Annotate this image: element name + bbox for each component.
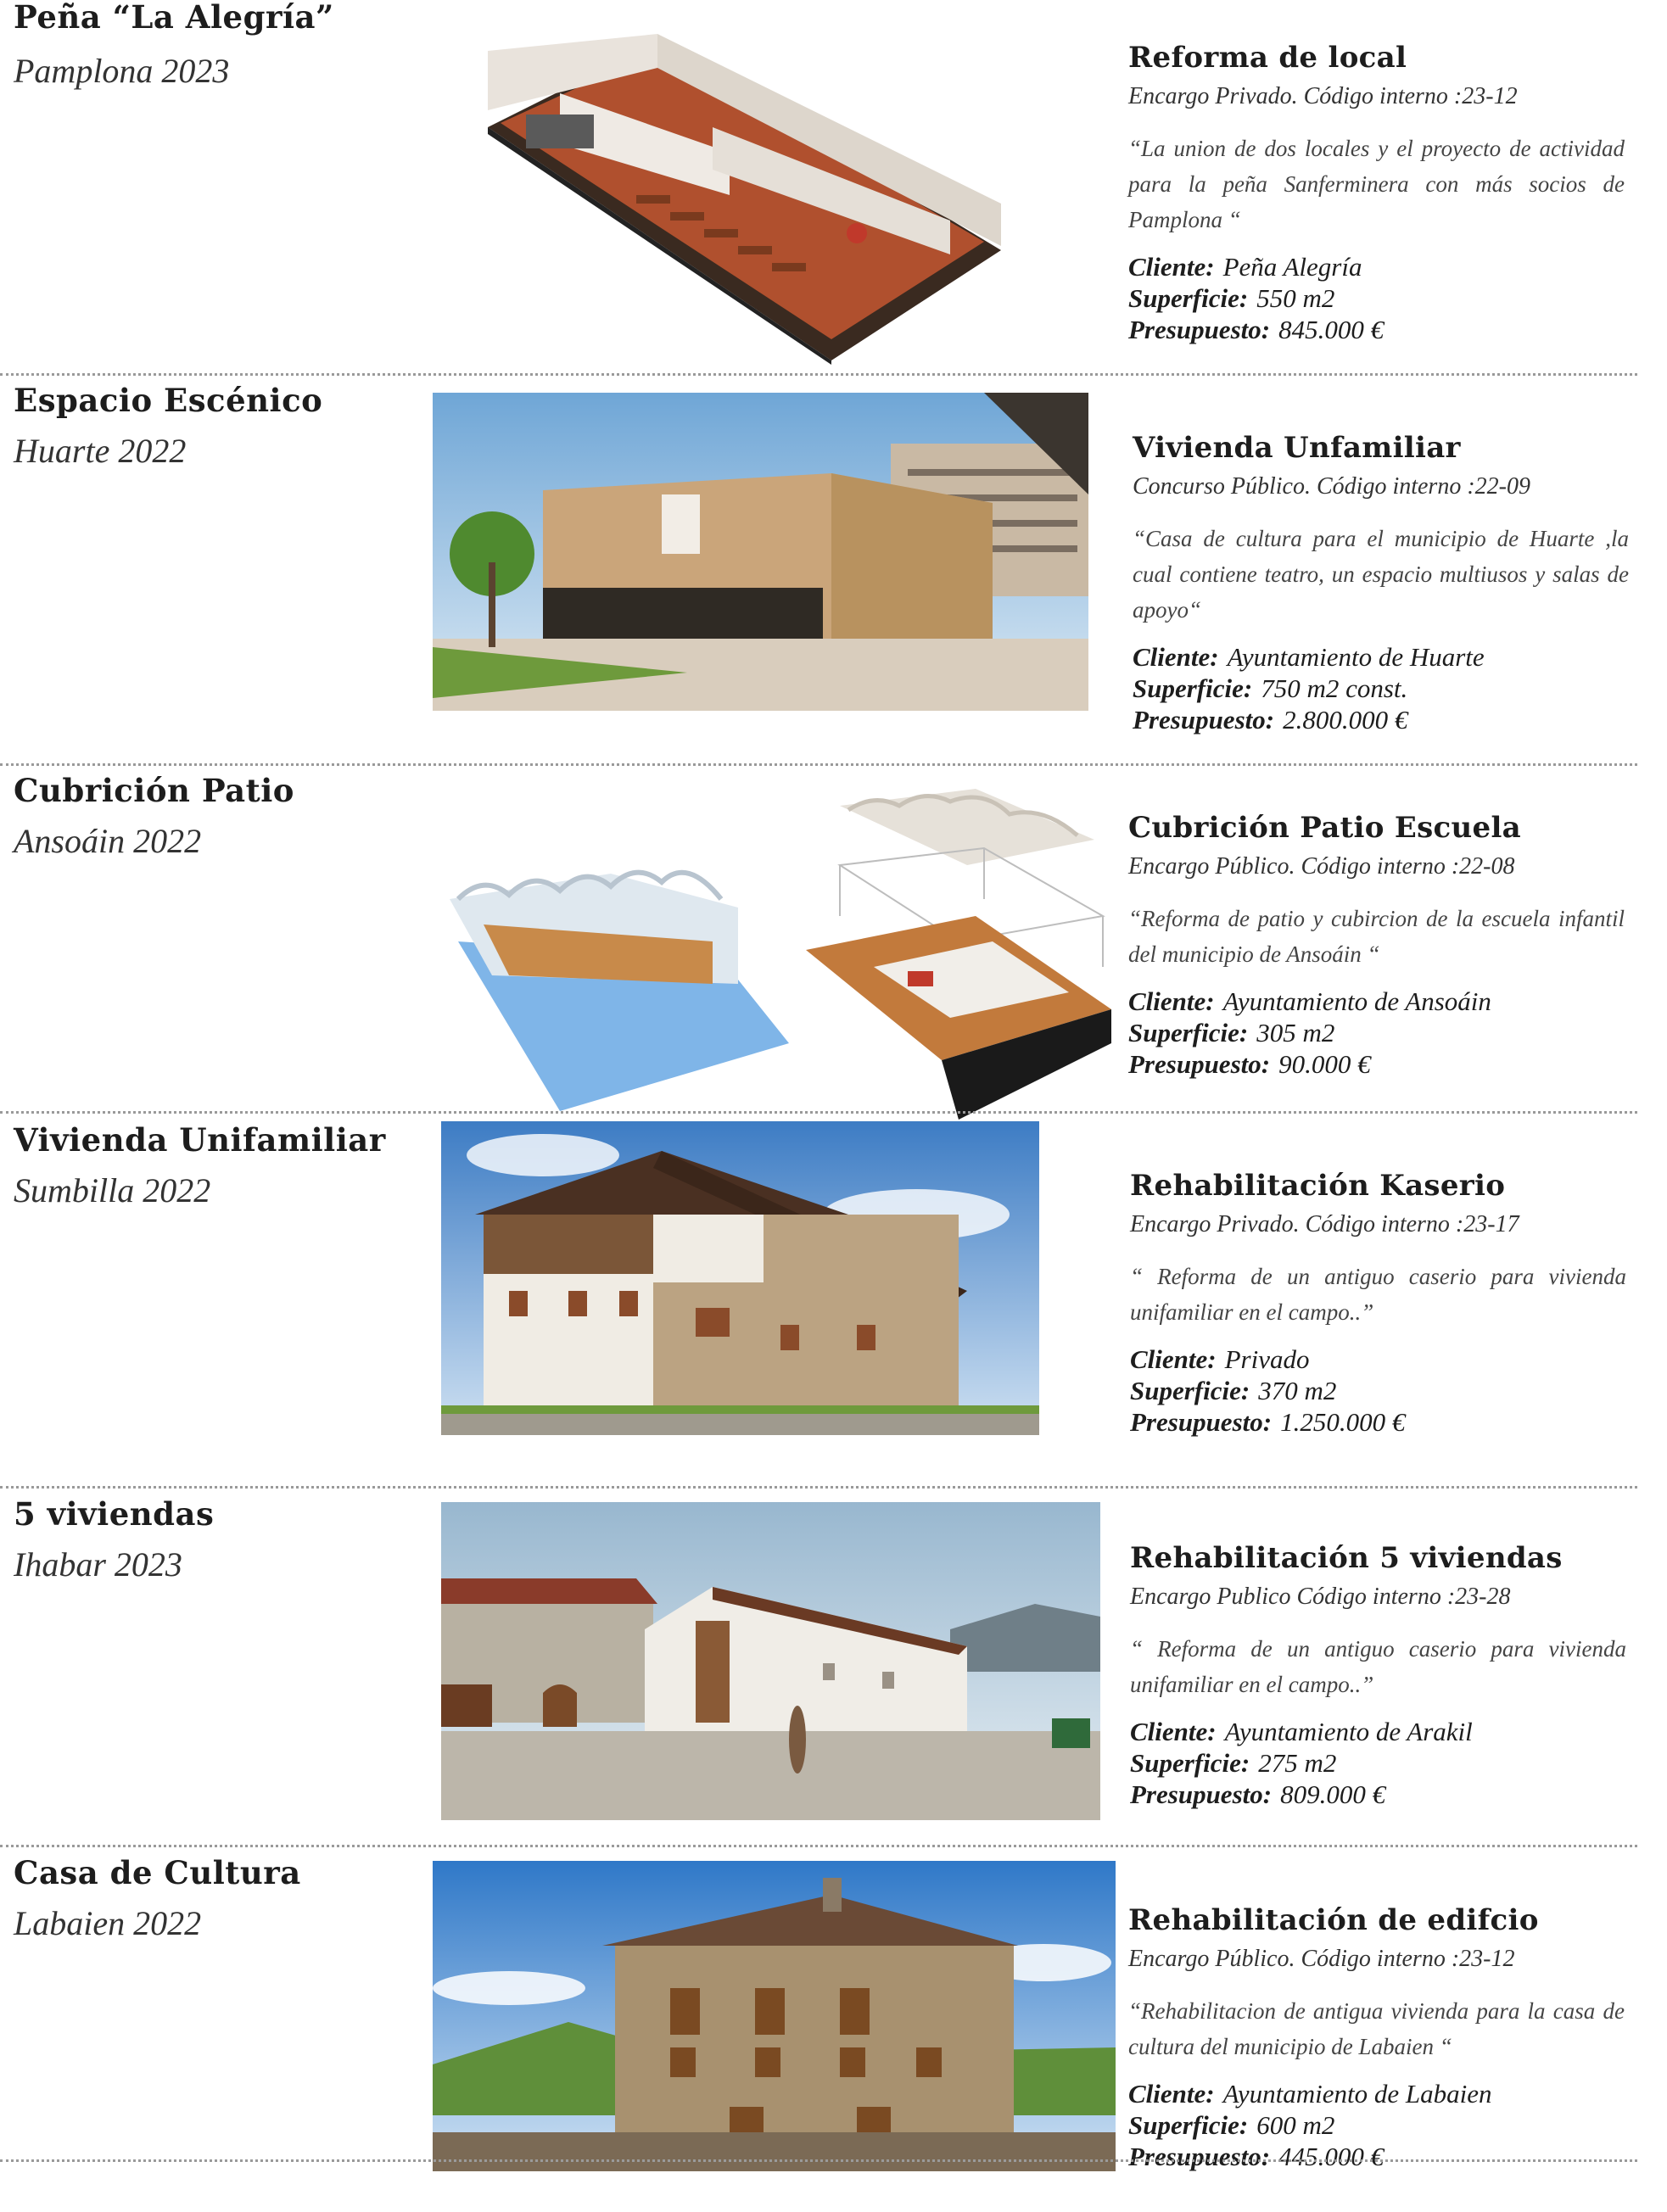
area-label: Superficie: [1128,1018,1249,1047]
area-row [1130,1375,1639,1406]
area-label: Superficie: [1128,283,1249,313]
budget-value: 445.000 € [1278,2142,1385,2171]
budget-label: Presupuesto: [1130,1407,1273,1437]
project-section [0,772,1667,1130]
project-location: Pamplona 2023 [14,52,230,90]
project-image [441,1121,1039,1435]
section-divider [0,2159,1637,2162]
area-row [1133,673,1642,704]
budget-label: Presupuesto: [1133,705,1275,735]
project-section [0,1495,1667,1853]
project-facts [1130,1343,1639,1438]
project-info [1130,1541,1639,1810]
section-divider [0,1111,1637,1114]
client-row [1130,1343,1639,1375]
project-section [0,382,1667,740]
budget-label: Presupuesto: [1128,1049,1271,1079]
client-value: Ayuntamiento de Huarte [1227,642,1485,672]
project-title: Vivienda Unfamiliar [1133,431,1461,465]
client-value: Ayuntamiento de Arakil [1224,1717,1473,1746]
project-image [441,1502,1100,1820]
section-divider [0,373,1637,376]
area-value: 550 m2 [1256,283,1335,313]
client-label: Cliente: [1133,642,1219,672]
budget-row [1128,2141,1637,2172]
project-name: Espacio Escénico [14,382,323,419]
area-row [1128,282,1637,314]
commission-code: Encargo Privado. Código interno :23-12 [1128,83,1518,109]
client-label: Cliente: [1128,252,1215,282]
section-divider [0,1486,1637,1489]
project-image [433,393,1088,711]
budget-row [1128,314,1637,345]
project-description: “Casa de cultura para el municipio de Huarte ,la cual contiene teatro, un espacio multiusos y salas de apoyo“ [1133,526,1629,623]
area-value: 370 m2 [1258,1376,1337,1405]
project-name: Vivienda Unifamiliar [14,1121,386,1159]
project-image [475,34,1082,365]
client-label: Cliente: [1130,1717,1217,1746]
client-row [1128,2078,1637,2109]
area-value: 275 m2 [1258,1748,1337,1778]
client-value: Ayuntamiento de Labaien [1222,2079,1492,2109]
commission-code: Encargo Público. Código interno :22-08 [1128,853,1515,880]
budget-row [1133,704,1642,735]
client-label: Cliente: [1130,1344,1217,1374]
budget-row [1130,1779,1639,1810]
area-value: 305 m2 [1256,1018,1335,1047]
project-name: Peña “La Alegría” [14,0,334,36]
project-facts [1128,986,1637,1080]
project-location: Ansoáin 2022 [14,822,202,860]
project-description: “Reforma de patio y cubircion de la escuela infantil del municipio de Ansoáin “ [1128,906,1625,967]
project-location: Sumbilla 2022 [14,1171,211,1209]
project-name: Cubrición Patio [14,772,294,809]
project-info [1128,811,1637,1080]
project-location: Ihabar 2023 [14,1545,182,1584]
client-label: Cliente: [1128,2079,1215,2109]
project-info [1130,1169,1639,1438]
project-description: “La union de dos locales y el proyecto de actividad para la peña Sanferminera con más socios de Pamplona “ [1128,136,1625,232]
client-row [1130,1716,1639,1747]
budget-label: Presupuesto: [1128,315,1271,344]
project-location: Huarte 2022 [14,432,187,470]
area-row [1128,1017,1637,1048]
project-title: Rehabilitación de edifcio [1128,1903,1539,1937]
area-label: Superficie: [1133,673,1253,703]
budget-label: Presupuesto: [1128,2142,1271,2171]
budget-value: 809.000 € [1280,1779,1386,1809]
area-label: Superficie: [1128,2110,1249,2140]
project-facts [1128,251,1637,345]
area-label: Superficie: [1130,1376,1250,1405]
project-location: Labaien 2022 [14,1904,202,1942]
area-row [1128,2109,1637,2141]
project-title: Rehabilitación 5 viviendas [1130,1541,1563,1575]
budget-row [1130,1406,1639,1438]
commission-code: Encargo Privado. Código interno :23-17 [1130,1211,1519,1237]
project-facts [1128,2078,1637,2172]
section-divider [0,1845,1637,1847]
client-row [1133,641,1642,673]
commission-code: Concurso Público. Código interno :22-09 [1133,473,1530,500]
section-divider [0,763,1637,766]
budget-value: 90.000 € [1278,1049,1371,1079]
project-description: “ Reforma de un antiguo caserio para vivienda unifamiliar en el campo..” [1130,1264,1626,1325]
project-title: Cubrición Patio Escuela [1128,811,1522,845]
area-value: 750 m2 const. [1261,673,1408,703]
project-info [1128,1903,1637,2172]
project-name: Casa de Cultura [14,1854,301,1891]
client-value: Peña Alegría [1222,252,1362,282]
area-label: Superficie: [1130,1748,1250,1778]
budget-row [1128,1048,1637,1080]
project-image [399,789,1111,1120]
client-value: Ayuntamiento de Ansoáin [1222,986,1491,1016]
commission-code: Encargo Público. Código interno :23-12 [1128,1946,1515,1972]
project-section [0,1121,1667,1479]
project-info [1128,41,1637,345]
client-value: Privado [1224,1344,1310,1374]
project-section [0,1854,1667,2212]
commission-code: Encargo Publico Código interno :23-28 [1130,1584,1511,1610]
project-facts [1133,641,1642,735]
budget-value: 845.000 € [1278,315,1385,344]
project-section [0,0,1667,358]
project-facts [1130,1716,1639,1810]
project-description: “Rehabilitacion de antigua vivienda para la casa de cultura del municipio de Labaien “ [1128,1998,1625,2059]
budget-value: 1.250.000 € [1280,1407,1406,1437]
project-description: “ Reforma de un antiguo caserio para vivienda unifamiliar en el campo..” [1130,1636,1626,1697]
project-title: Rehabilitación Kaserio [1130,1169,1506,1203]
project-info [1133,431,1642,735]
budget-value: 2.800.000 € [1283,705,1408,735]
project-image [433,1861,1116,2171]
area-value: 600 m2 [1256,2110,1335,2140]
project-title: Reforma de local [1128,41,1407,75]
area-row [1130,1747,1639,1779]
client-row [1128,986,1637,1017]
budget-label: Presupuesto: [1130,1779,1273,1809]
client-label: Cliente: [1128,986,1215,1016]
project-name: 5 viviendas [14,1495,215,1533]
client-row [1128,251,1637,282]
